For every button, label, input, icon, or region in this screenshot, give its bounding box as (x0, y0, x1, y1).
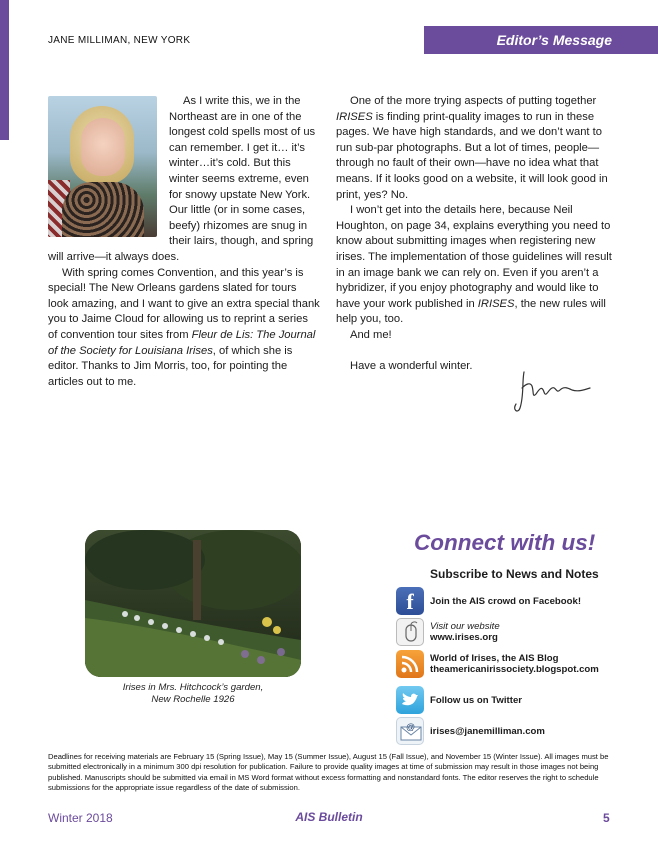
article-column-left (48, 94, 320, 390)
twitter-icon (396, 686, 424, 714)
email-icon (396, 717, 424, 745)
article-paragraph: And me! (350, 328, 392, 341)
facebook-icon: f (396, 587, 424, 615)
svg-text:@: @ (406, 722, 416, 732)
website-link[interactable]: Visit our website www.irises.org (396, 618, 500, 646)
website-mouse-icon (396, 618, 424, 646)
article-paragraph: One of the more trying aspects of putting together IRISES is finding print-quality images to run in these pages. We have high standards, and we don’t want to run sub-par photographs. But a lot of times, people—through no fault of their own—have no idea what that means. If it looks good on a website, it will look good in print, yes? No. (336, 95, 608, 201)
twitter-link[interactable]: Follow us on Twitter (396, 686, 522, 714)
facebook-link[interactable]: f Join the AIS crowd on Facebook! (396, 587, 581, 615)
connect-heading: Connect with us! (414, 530, 596, 555)
portrait-face (81, 118, 125, 176)
blog-link[interactable]: World of Irises, the AIS Blog theamericanirissociety.blogspot.com (396, 650, 599, 678)
garden-photo (85, 530, 301, 677)
section-header (424, 26, 658, 54)
portrait-clothing (62, 182, 144, 237)
article-paragraph: I won’t get into the details here, because Neil Houghton, on page 34, explains everything you need to know about submitting images when registering new irises. The implementation of those guidelines will result in an image bank we can rely on. Even if you aren’t a hybridizer, if you enjoy photography and would like to have your work published in IRISES, the new rules will help you, too. (336, 204, 612, 326)
email-link[interactable]: @ irises@janemilliman.com (396, 717, 545, 745)
submission-deadlines-note: Deadlines for receiving materials are February 15 (Spring Issue), May 15 (Summer Issue), August 15 (Fall Issue), and November 15 (Winter Issue). All images must be submitted electronically in a minimum 300 dpi resolution for publication. Failure to provide quality images at time of submission may result in those images not being published. Manuscripts should be submitted via email in MS Word format without excess formatting and nonstandard fonts. The editor reserves the right to schedule submissions for the appropriate issue regardless of the date of submission. (48, 752, 609, 793)
closing-line: Have a wonderful winter. (350, 360, 473, 373)
author-portrait (48, 96, 157, 237)
article-paragraph: With spring comes Convention, and this year’s is special! The New Orleans gardens slated for tours look amazing, and I want to give an extra special thank you to Jaime Cloud for allowing us to reprint a series of convention tour sites from Fleur de Lis: The Journal of the Society for Louisiana Irises, of which she is editor. Thanks to Jim Morris, too, for pointing the articles out to me. (48, 266, 320, 388)
article-paragraph: As I write this, we in the Northeast are in one of the longest cold spells most of us can remember. I get it… it’s winter…it’s cold. But this winter seems extreme, even for snowy upstate New York. Our little (or in some cases, beefy) rhizomes are snug in their lairs, though, and spring will arrive—it always does. (48, 95, 316, 263)
author-byline: JANE MILLIMAN, NEW YORK (48, 35, 191, 46)
article-column-right (336, 94, 612, 375)
section-title: Editor’s Message (496, 32, 612, 48)
photo-caption: Irises in Mrs. Hitchcock’s garden, New Rochelle 1926 (122, 682, 264, 705)
rss-icon (396, 650, 424, 678)
subscribe-heading: Subscribe to News and Notes (430, 567, 599, 581)
page-number: 5 (603, 811, 610, 825)
left-accent-bar (0, 0, 9, 140)
footer-publication: AIS Bulletin (295, 810, 363, 824)
footer-issue: Winter 2018 (48, 811, 113, 825)
editor-signature (512, 368, 592, 414)
